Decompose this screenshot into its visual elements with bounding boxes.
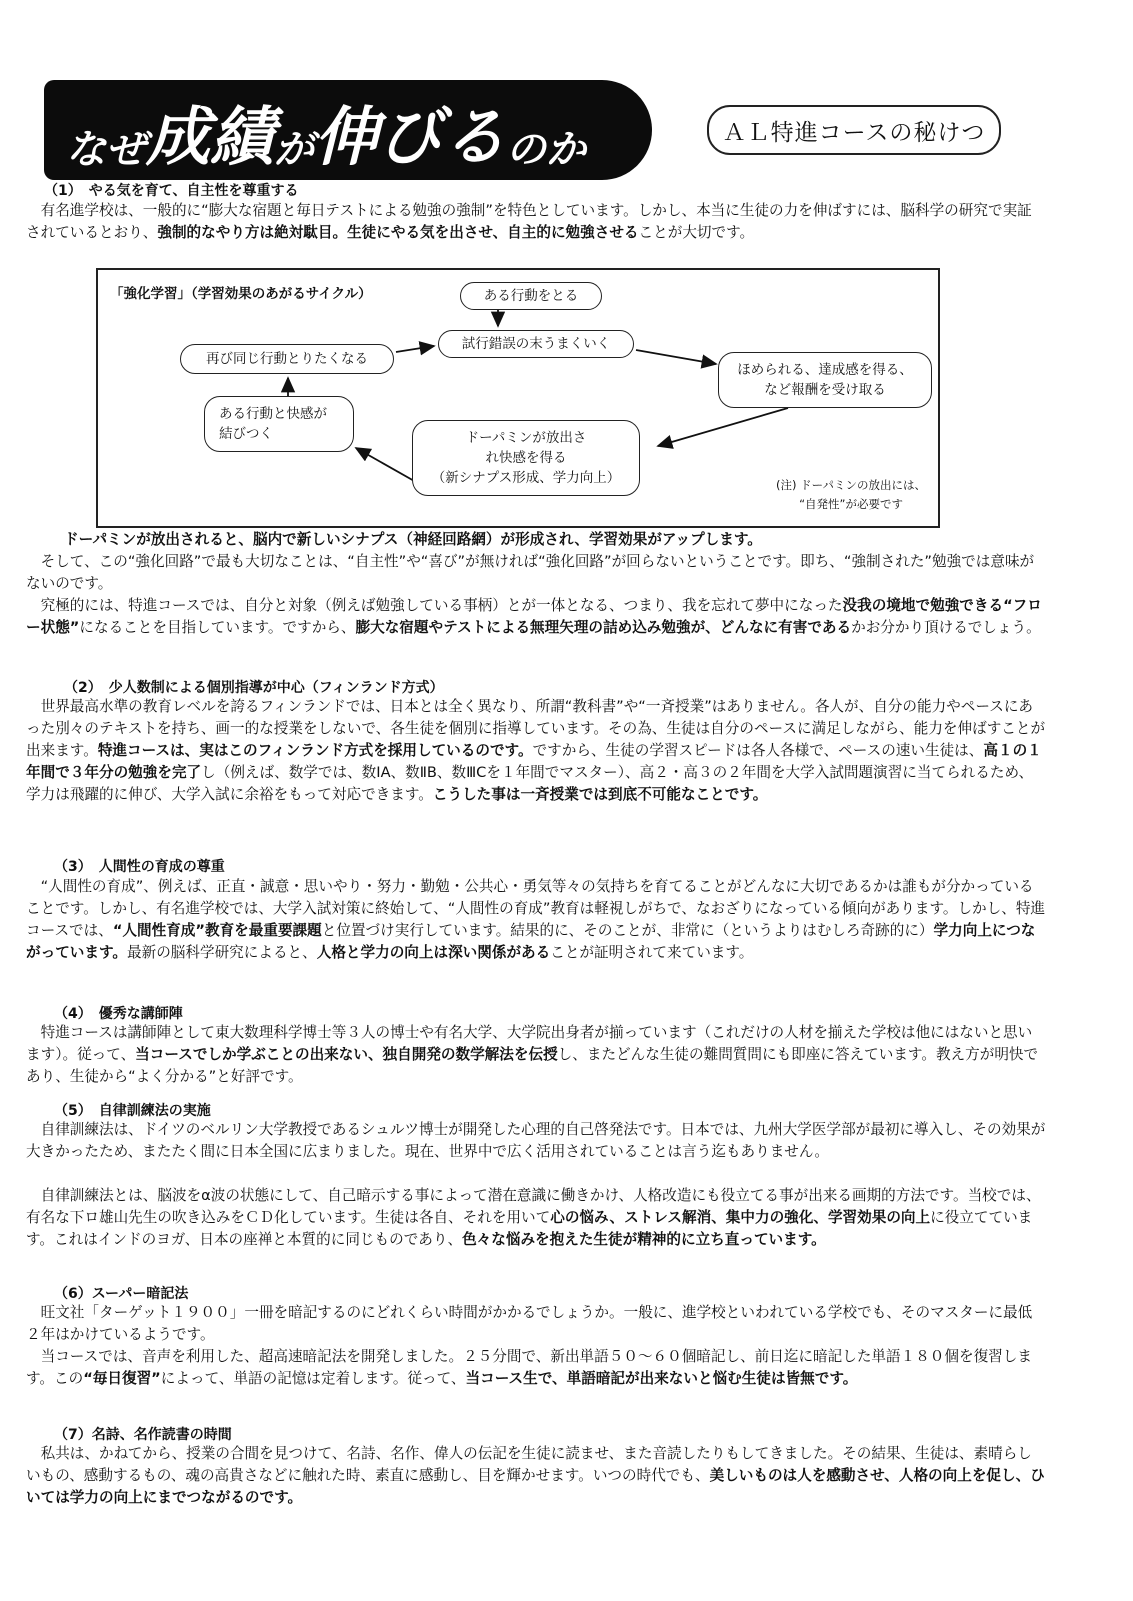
section-1-paragraph-2: そして、この“強化回路”で最も大切なことは、“自主性”や“喜び”が無ければ“強化回路”が回らないということです。即ち、“強制された”勉強では意味がないのです。 xyxy=(26,553,1035,592)
arrow-dopamine-to-link xyxy=(356,448,416,482)
title-part-nobiru: 伸びる xyxy=(314,101,506,175)
node-repeat: 再び同じ行動とりたくなる xyxy=(180,344,394,374)
node-dopamine: ドーパミンが放出さ れ快感を得る （新シナプス形成、学力向上） xyxy=(412,420,640,496)
node-reward: ほめられる、達成感を得る、 など報酬を受け取る xyxy=(718,352,932,408)
section-6-paragraph-1: 旺文社「ターゲット１９００」一冊を暗記するのにどれくらい時間がかかるでしょうか。一般に、進学校といわれている学校でも、そのマスターに最低２年はかけているようです。 xyxy=(26,1304,1033,1343)
section-6-paragraph-2: 当コースでは、音声を利用した、超高速暗記法を開発しました。２５分間で、新出単語５０～６０個暗記し、前日迄に暗記した単語１８０個を復習します。この“毎日復習”によって、単語の記憶は定着します。従って、当コース生で、単語暗記が出来ないと悩む生徒は皆無です。 xyxy=(26,1348,1032,1387)
node-trial-success: 試行錯誤の末うまくいく xyxy=(438,330,634,358)
section-2-heading: （2） 少人数制による個別指導が中心（フィンランド方式） xyxy=(64,680,444,696)
section-7-heading: （7）名詩、名作読書の時間 xyxy=(54,1427,232,1443)
section-5-heading: （5） 自律訓練法の実施 xyxy=(54,1103,211,1119)
section-3-paragraph: “人間性の育成”、例えば、正直・誠意・思いやり・努力・勤勉・公共心・勇気等々の気持ちを育てることがどんなに大切であるかは誰もが分かっていることです。しかし、有名進学校では、大学入試対策に終始して、“人間性の育成”教育は軽視しがちで、なおざりになっている傾向があります。しかし、特進コースでは、“人間性育成”教育を最重要課題と位置づけ実行しています。結果的に、そのことが、非常に（というよりはむしろ奇跡的に）学力向上につながっています。最新の脳科学研究によると、人格と学力の向上は深い関係があることが証明されて来ています。 xyxy=(26,878,1046,961)
subtitle-badge: ＡＬ特進コースの秘けつ xyxy=(707,105,1001,155)
node-action: ある行動をとる xyxy=(460,282,602,310)
diagram-note: (注) ドーパミンの放出には、 “自発性”が必要です xyxy=(776,478,927,511)
title-part-seiseki: 成績 xyxy=(146,101,274,175)
section-1-paragraph-3: 究極的には、特進コースでは、自分と対象（例えば勉強している事柄）とが一体となる、つまり、我を忘れて夢中になった没我の境地で勉強できる“フロー状態”になることを目指しています。ですから、膨大な宿題やテストによる無理矢理の詰め込み勉強が、どんなに有害であるかお分かり頂けるでしょう。 xyxy=(26,597,1042,636)
section-6-heading: （6）スーパー暗記法 xyxy=(54,1286,189,1302)
title-banner xyxy=(44,80,652,180)
section-3-heading: （3） 人間性の育成の尊重 xyxy=(54,859,225,875)
section-7-paragraph: 私共は、かねてから、授業の合間を見つけて、名詩、名作、偉人の伝記を生徒に読ませ、また音読したりもしてきました。その結果、生徒は、素晴らしいもの、感動するもの、魂の高貴さなどに触れた時、素直に感動し、目を輝かせます。いつの時代でも、美しいものは人を感動させ、人格の向上を促し、ひいては学力の向上にまでつながるのです。 xyxy=(26,1445,1045,1506)
arrow-repeat-to-trial xyxy=(396,346,434,352)
arrow-reward-to-dopamine xyxy=(658,408,788,446)
section-5-paragraph-2: 自律訓練法とは、脳波をα波の状態にして、自己暗示する事によって潜在意識に働きかけ、人格改造にも役立てる事が出来る画期的方法です。当校では、有名な下ロ雄山先生の吹き込みをＣＤ化しています。生徒は各自、それを用いて心の悩み、ストレス解消、集中力の強化、学習効果の向上に役立てています。これはインドのヨガ、日本の座禅と本質的に同じものであり、色々な悩みを抱えた生徒が精神的に立ち直っています。 xyxy=(26,1187,1041,1248)
node-link-action-pleasure: ある行動と快感が 結びつく xyxy=(204,396,354,452)
section-4-paragraph: 特進コースは講師陣として東大数理科学博士等３人の博士や有名大学、大学院出身者が揃っています（これだけの人材を揃えた学校は他にはないと思います）。従って、当コースでしか学ぶことの出来ない、独自開発の数学解法を伝授し、またどんな生徒の難問質問にも即座に答えています。教え方が明快であり、生徒から“よく分かる”と好評です。 xyxy=(26,1024,1039,1085)
section-1-heading: （1） やる気を育て、自主性を尊重する xyxy=(44,183,299,199)
section-2-paragraph: 世界最高水準の教育レベルを誇るフィンランドでは、日本とは全く異なり、所謂“教科書”や“一斉授業”はありません。各人が、自分の能力やペースにあった別々のテキストを持ち、画一的な授業をしないで、各生徒を個別に指導しています。その為、生徒は自分のペースに満足しながら、能力を伸ばすことが出来ます。特進コースは、実はこのフィンランド方式を採用しているのです。ですから、生徒の学習スピードは各人各様で、ペースの速い生徒は、高１の１年間で３年分の勉強を完了し（例えば、数学では、数ⅠA、数ⅡB、数ⅢCを１年間でマスター）、高２・高３の２年間を大学入試問題演習に当てられるため、学力は飛躍的に伸び、大学入試に余裕をもって対応できます。こうした事は一斉授業では到底不可能なことです。 xyxy=(26,698,1046,803)
title-part-naze: なぜ xyxy=(66,127,146,173)
reinforcement-learning-diagram xyxy=(96,268,940,528)
section-1-paragraph-1: 有名進学校は、一般的に“膨大な宿題と毎日テストによる勉強の強制”を特色としています。しかし、本当に生徒の力を伸ばすには、脳科学の研究で実証されているとおり、強制的なやり方は絶対駄目。生徒にやる気を出させ、自主的に勉強させることが大切です。 xyxy=(26,202,1032,241)
title-part-noka: のか xyxy=(506,127,586,173)
diagram-title: 「強化学習」（学習効果のあがるサイクル） xyxy=(110,286,372,302)
arrow-trial-to-reward xyxy=(636,350,716,364)
section-4-heading: （4） 優秀な講師陣 xyxy=(54,1006,183,1022)
dopamine-summary: ドーパミンが放出されると、脳内で新しいシナプス（神経回路網）が形成され、学習効果がアップします。 xyxy=(64,531,762,548)
title-part-ga: が xyxy=(274,127,314,173)
section-5-paragraph-1: 自律訓練法は、ドイツのベルリン大学教授であるシュルツ博士が開発した心理的自己啓発法です。日本では、九州大学医学部が最初に導入し、その効果が大きかったため、またたく間に日本全国に広まりました。現在、世界中で広く活用されていることは言う迄もありません。 xyxy=(26,1121,1046,1160)
